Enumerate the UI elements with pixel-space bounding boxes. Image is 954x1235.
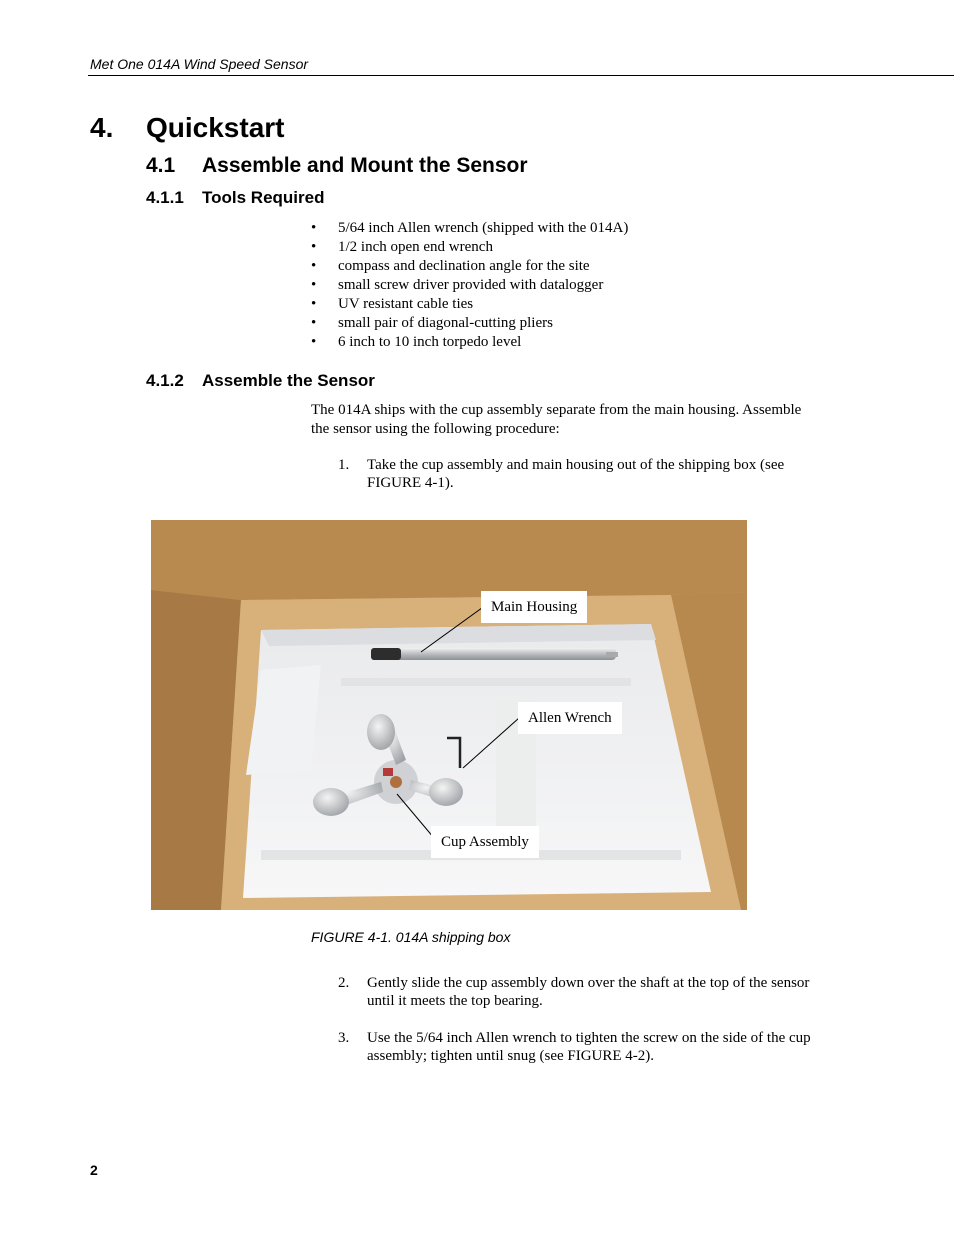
step-number: 3. bbox=[338, 1030, 350, 1046]
bullet: • bbox=[311, 315, 317, 331]
step-2 bbox=[338, 974, 818, 1014]
tools-list bbox=[310, 219, 628, 352]
subsection-number-tools: 4.1.1 bbox=[146, 188, 184, 207]
callout-main-housing: Main Housing bbox=[481, 591, 587, 623]
list-item: • 5/64 inch Allen wrench (shipped with the 014A) bbox=[311, 220, 629, 236]
list-item: • 6 inch to 10 inch torpedo level bbox=[311, 334, 522, 350]
running-header: Met One 014A Wind Speed Sensor bbox=[90, 56, 309, 72]
list-item: • small pair of diagonal-cutting pliers bbox=[311, 315, 553, 331]
list-item: • compass and declination angle for the site bbox=[311, 258, 590, 274]
section-number: 4.1 bbox=[146, 154, 176, 177]
step-number: 1. bbox=[338, 457, 350, 473]
step-text: Take the cup assembly and main housing out of the shipping box (see FIGURE 4-1). bbox=[367, 457, 785, 491]
bullet: • bbox=[311, 277, 317, 293]
callout-allen-wrench: Allen Wrench bbox=[518, 702, 622, 734]
bullet: • bbox=[311, 239, 317, 255]
step-text: Use the 5/64 inch Allen wrench to tighten the screw on the side of the cup assembly; tighten until snug (see FIGURE 4-2). bbox=[367, 1030, 811, 1064]
list-item: • 1/2 inch open end wrench bbox=[311, 239, 493, 255]
bullet: • bbox=[311, 296, 317, 312]
shipping-box-photo bbox=[151, 520, 747, 910]
bullet: • bbox=[311, 220, 317, 236]
step-3 bbox=[338, 1029, 818, 1069]
step-text: Gently slide the cup assembly down over the shaft at the top of the sensor until it meets the top bearing. bbox=[367, 975, 810, 1009]
subsection-number-assemble: 4.1.2 bbox=[146, 371, 184, 390]
list-item: • small screw driver provided with datalogger bbox=[311, 277, 604, 293]
bullet: • bbox=[311, 258, 317, 274]
chapter-title: Quickstart bbox=[146, 112, 285, 143]
subsection-title-assemble: Assemble the Sensor bbox=[202, 371, 375, 390]
section-title: Assemble and Mount the Sensor bbox=[202, 154, 528, 177]
step-number: 2. bbox=[338, 975, 350, 991]
bullet: • bbox=[311, 334, 317, 350]
intro-paragraph: The 014A ships with the cup assembly separate from the main housing. Assemble the sensor using the following procedure: bbox=[311, 402, 802, 437]
list-item: • UV resistant cable ties bbox=[311, 296, 474, 312]
callout-cup-assembly: Cup Assembly bbox=[431, 826, 539, 858]
page-number: 2 bbox=[90, 1162, 98, 1178]
chapter-number: 4. bbox=[90, 112, 114, 143]
header-rule bbox=[88, 75, 954, 76]
figure-caption: FIGURE 4-1. 014A shipping box bbox=[311, 929, 511, 945]
subsection-title-tools: Tools Required bbox=[202, 188, 325, 207]
step-1 bbox=[338, 456, 818, 496]
